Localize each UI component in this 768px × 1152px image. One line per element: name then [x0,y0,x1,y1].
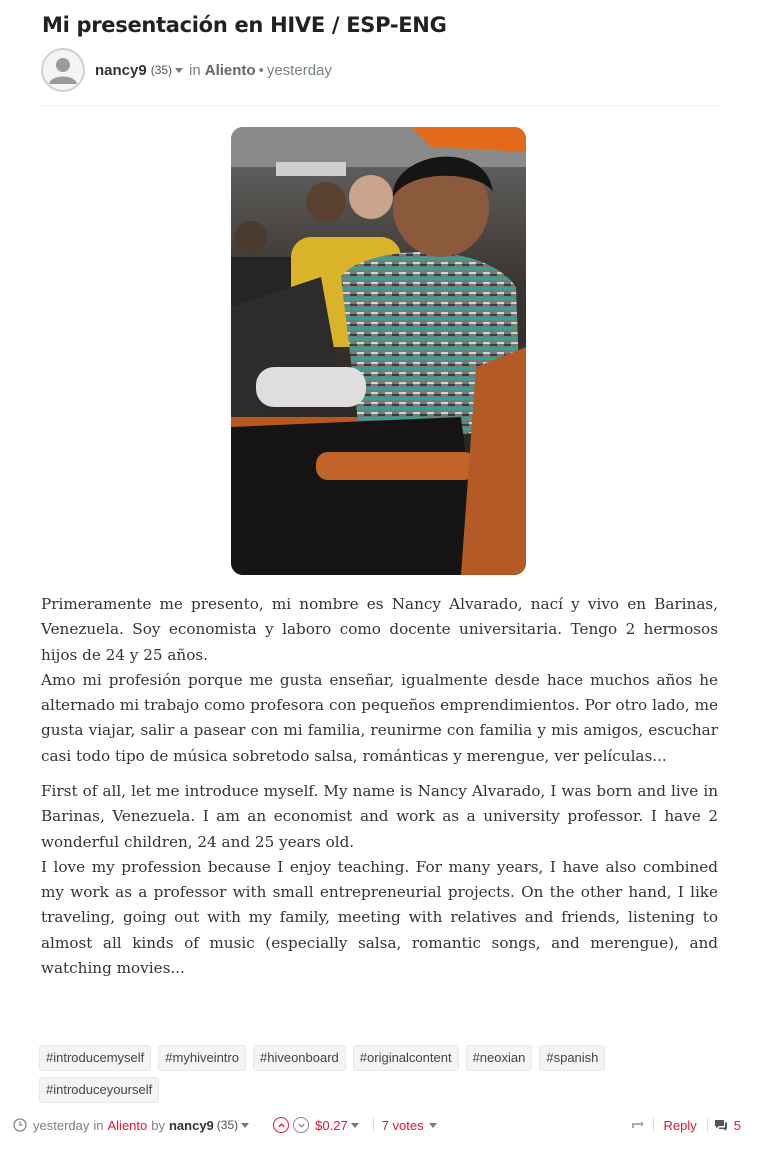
author-link[interactable]: nancy9 [95,61,147,79]
author-row [41,48,332,92]
header-divider [41,105,719,106]
community-link[interactable]: Aliento [204,61,256,79]
votes-caret-icon[interactable] [429,1123,437,1128]
tag-link[interactable]: #hiveonboard [253,1045,346,1071]
post-time[interactable]: yesterday [266,61,332,79]
upvote-button[interactable] [273,1117,289,1133]
tag-link[interactable]: #originalcontent [353,1045,459,1071]
author-reputation: (35) [150,63,173,77]
footer-by-label: by [151,1117,165,1133]
meta-separator: • [258,61,264,79]
footer-separator [373,1118,374,1132]
tag-link[interactable]: #neoxian [466,1045,533,1071]
reblog-icon[interactable] [631,1119,645,1131]
post-body-spanish: Primeramente me presento, mi nombre es Nancy Alvarado, nací y vivo en Barinas, Venezuela. Soy economista y laboro como docente universitaria. Tengo 2 hermosos hijos de 24 y 25 años. Amo mi profesión porque me gusta enseñar, igualmente desde hace muchos años he alternado mi trabajo como profesora con pequeños emprendimientos. Por otro lado, me gusta viajar, salir a pasear con mi familia, reunirme con familia y mis amigos, escuchar casi todo tipo de música sobretodo salsa, románticas y merengue, ver películas... [41,595,718,765]
tag-link[interactable]: #spanish [539,1045,605,1071]
clock-icon [13,1118,27,1132]
comments-icon[interactable] [714,1119,728,1132]
post-title: Mi presentación en HIVE / ESP-ENG [42,13,447,37]
tag-link[interactable]: #introduceyourself [39,1077,159,1103]
payout-caret-icon[interactable] [351,1123,359,1128]
footer-author-caret-icon[interactable] [241,1123,249,1128]
avatar[interactable] [41,48,85,92]
footer-author-reputation: (35) [216,1118,239,1132]
footer-time[interactable]: yesterday [33,1117,90,1133]
reply-button[interactable]: Reply [663,1117,697,1133]
footer-separator [707,1118,708,1132]
chevron-down-icon [297,1121,306,1130]
author-meta [95,62,332,79]
author-menu-caret-icon[interactable] [175,68,183,73]
footer-author-link[interactable]: nancy9 [168,1117,214,1133]
in-label: in [189,61,201,79]
post-footer [13,1114,741,1136]
comment-count[interactable]: 5 [733,1117,741,1133]
chevron-up-icon [277,1121,286,1130]
tag-link[interactable]: #myhiveintro [158,1045,246,1071]
user-avatar-icon [43,50,83,90]
photo-illustration [231,127,526,575]
post-image[interactable] [231,127,526,575]
tag-list [39,1045,699,1103]
footer-in-label: in [93,1117,104,1133]
payout-amount[interactable]: $0.27 [315,1117,348,1133]
post-body-english: First of all, let me introduce myself. My name is Nancy Alvarado, I was born and live in Barinas, Venezuela. I am an economist and work as a university professor. I have 2 wonderful children, 24 and 25 years old. I love my profession because I enjoy teaching. For many years, I have also combined my work as a professor with small entrepreneurial projects. On the other hand, I like traveling, going out with my family, meeting with relatives and friends, listening to almost all kinds of music (especially salsa, romantic songs, and merengue), and watching movies... [41,782,718,978]
downvote-button[interactable] [293,1117,309,1133]
votes-count[interactable]: 7 votes [381,1117,424,1133]
footer-community-link[interactable]: Aliento [107,1117,148,1133]
footer-separator [653,1118,654,1132]
tag-link[interactable]: #introducemyself [39,1045,151,1071]
